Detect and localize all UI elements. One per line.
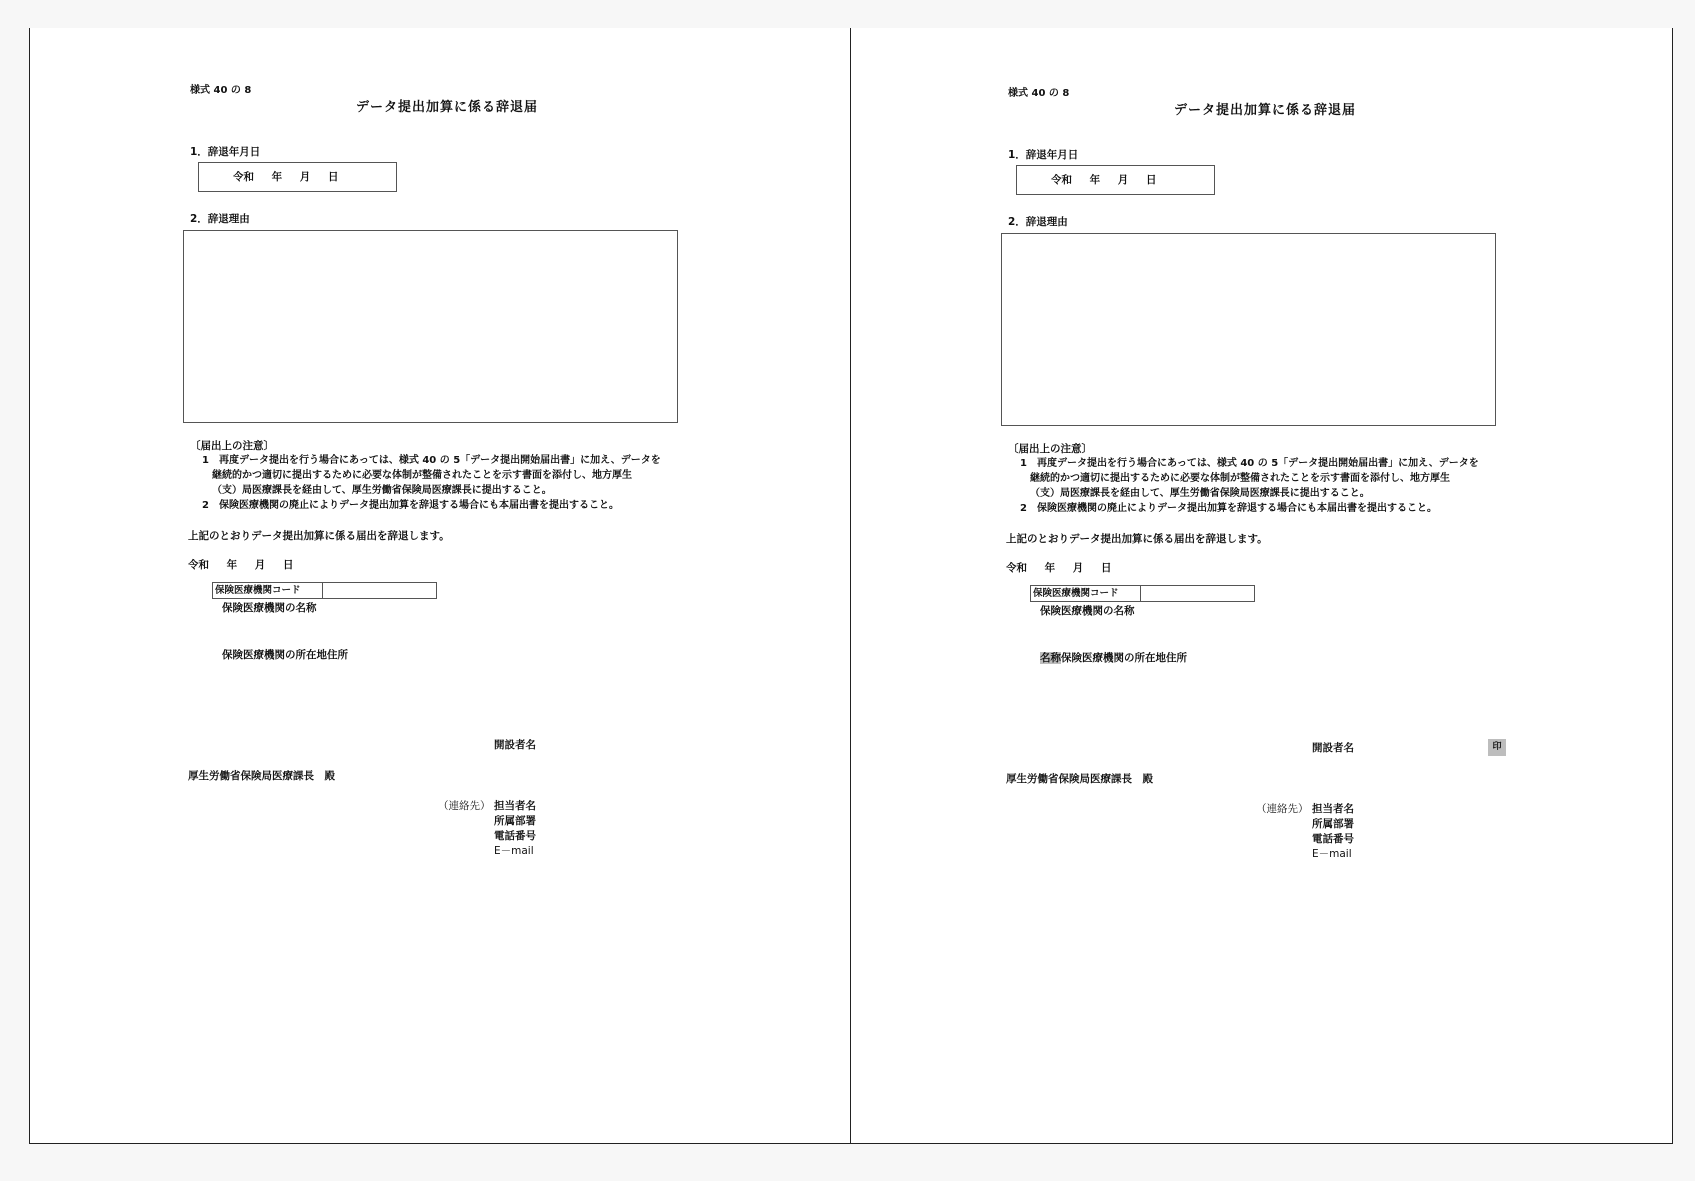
addressee: 厚生労働省保険局医療課長 殿 [188,770,335,782]
institution-code-box[interactable] [212,582,437,599]
contact-prefix: （連絡先） [1256,803,1309,815]
form-title: データ提出加算に係る辞退届 [356,100,539,115]
addressee: 厚生労働省保険局医療課長 殿 [1006,773,1153,785]
institution-code-box[interactable] [1030,585,1255,602]
form-page-right [998,81,1528,861]
institution-code-label: 保険医療機関コード [213,583,323,598]
signature-date: 令和 年 月 日 [1006,562,1112,574]
declaration-text: 上記のとおりデータ提出加算に係る届出を辞退します。 [188,530,450,542]
note-1-line-2: 継続的かつ適切に提出するために必要な体制が整備されたことを示す書面を添付し、地方厚生 [1030,473,1450,484]
contact-person-label: 担当者名 [1312,803,1354,815]
withdrawal-reason-box[interactable] [183,230,678,423]
institution-address-line [1040,651,1187,665]
withdrawal-date-box[interactable] [1016,165,1215,195]
founder-name-label: 開設者名 [494,739,536,751]
institution-code-label: 保険医療機関コード [1031,586,1141,601]
section1-label: 1．辞退年月日 [1008,149,1079,161]
note-1-line-1: 1 再度データ提出を行う場合にあっては、様式 40 の 5「データ提出開始届出書」に加え、データを [202,455,661,466]
contact-email-label: E－mail [1312,848,1352,860]
note-2: 2 保険医療機関の廃止によりデータ提出加算を辞退する場合にも本届出書を提出すること。 [202,500,619,511]
contact-dept-label: 所属部署 [494,815,536,827]
notes-heading: 〔届出上の注意〕 [1008,443,1092,455]
institution-address-label: 保険医療機関の所在地住所 [1061,652,1187,664]
form-title: データ提出加算に係る辞退届 [1174,103,1357,118]
contact-email-label: E－mail [494,845,534,857]
withdrawal-reason-box[interactable] [1001,233,1496,426]
signature-date: 令和 年 月 日 [188,559,294,571]
withdrawal-date-text: 令和 年 月 日 [233,171,339,183]
note-1-line-3: （支）局医療課長を経由して、厚生労働省保険局医療課長に提出すること。 [1030,488,1370,499]
note-1-line-2: 継続的かつ適切に提出するために必要な体制が整備されたことを示す書面を添付し、地方厚生 [212,470,632,481]
institution-name-label: 保険医療機関の名称 [1040,605,1135,617]
section1-label: 1．辞退年月日 [190,146,261,158]
withdrawal-date-box[interactable] [198,162,397,192]
contact-person-label: 担当者名 [494,800,536,812]
institution-address-label: 保険医療機関の所在地住所 [222,649,348,661]
contact-dept-label: 所属部署 [1312,818,1354,830]
page-pane-left [29,28,851,1144]
contact-phone-label: 電話番号 [494,830,536,842]
section2-label: 2．辞退理由 [190,213,250,225]
institution-name-label: 保険医療機関の名称 [222,602,317,614]
notes-heading: 〔届出上の注意〕 [190,440,274,452]
form-page-left [180,78,710,858]
section2-label: 2．辞退理由 [1008,216,1068,228]
page-pane-right [851,28,1673,1144]
note-2: 2 保険医療機関の廃止によりデータ提出加算を辞退する場合にも本届出書を提出すること。 [1020,503,1437,514]
form-number: 様式 40 の 8 [1008,88,1070,99]
withdrawal-date-text: 令和 年 月 日 [1051,174,1157,186]
name-highlight: 名称 [1040,652,1061,664]
form-number: 様式 40 の 8 [190,85,252,96]
seal-mark: 印 [1488,739,1506,756]
contact-prefix: （連絡先） [438,800,491,812]
note-1-line-3: （支）局医療課長を経由して、厚生労働省保険局医療課長に提出すること。 [212,485,552,496]
founder-name-label: 開設者名 [1312,742,1354,754]
declaration-text: 上記のとおりデータ提出加算に係る届出を辞退します。 [1006,533,1268,545]
contact-phone-label: 電話番号 [1312,833,1354,845]
note-1-line-1: 1 再度データ提出を行う場合にあっては、様式 40 の 5「データ提出開始届出書」に加え、データを [1020,458,1479,469]
